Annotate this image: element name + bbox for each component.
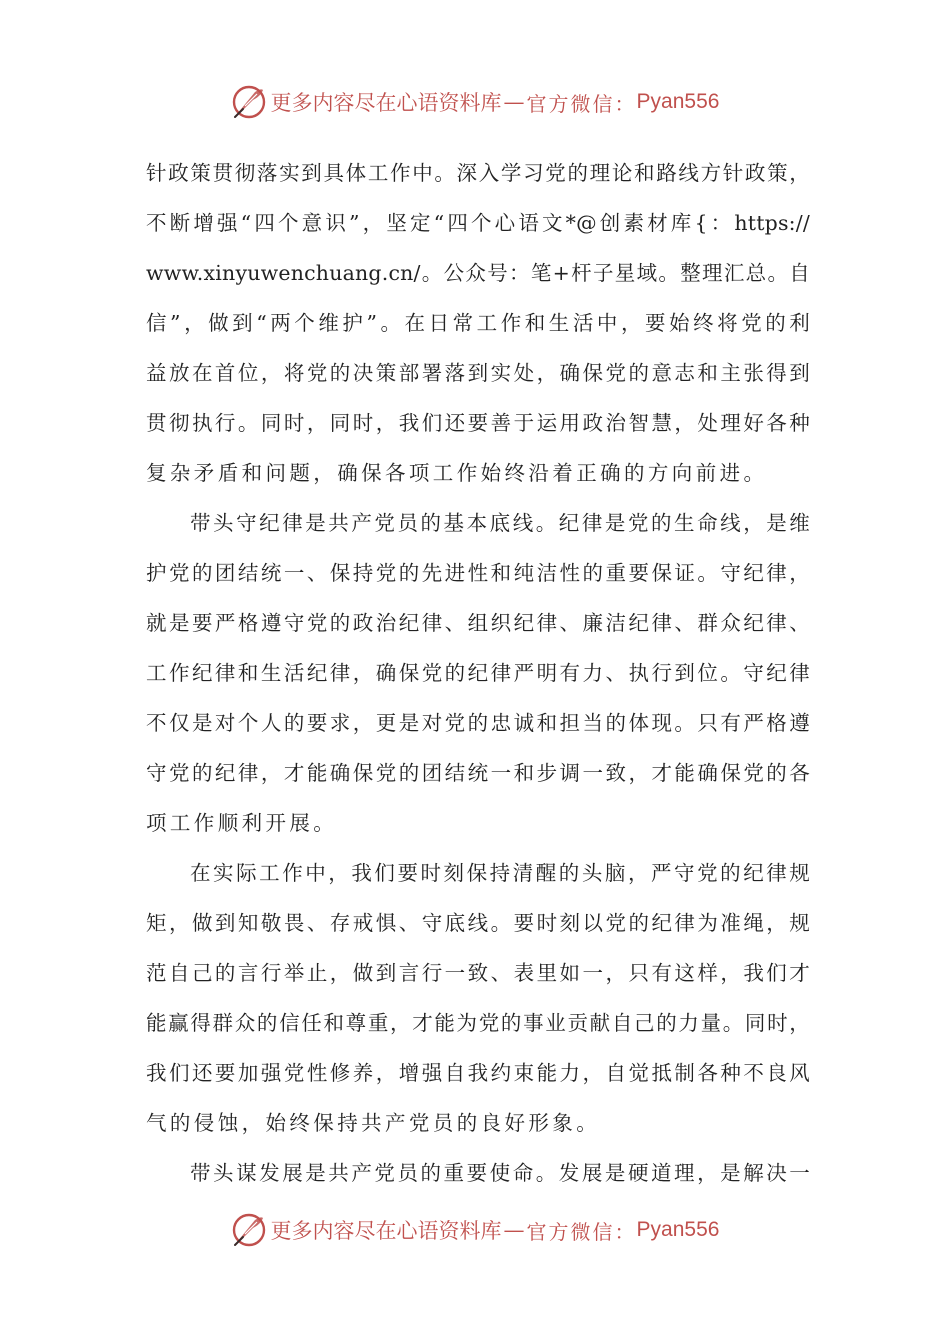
body-line: 不断增强“四个意识”，坚定“四个心语文*@创素材库{：https:// [146,211,810,235]
body-line: 工作纪律和生活纪律，确保党的纪律严明有力、执行到位。守纪律 [146,661,810,685]
body-line: 我们还要加强党性修养，增强自我约束能力，自觉抵制各种不良风 [146,1061,810,1085]
body-line: 益放在首位，将党的决策部署落到实处，确保党的意志和主张得到 [146,361,810,385]
body-line: 不仅是对个人的要求，更是对党的忠诚和担当的体现。只有严格遵 [146,711,810,735]
document-body [146,148,810,1198]
banner-separator: — [503,1218,525,1242]
body-line: 气的侵蚀，始终保持共产党员的良好形象。 [146,1111,601,1135]
body-line: 就是要严格遵守党的政治纪律、组织纪律、廉洁纪律、群众纪律、 [146,611,810,635]
banner-wechat-id: Pyan556 [636,1218,720,1241]
paragraph-start-line: 带头谋发展是共产党员的重要使命。发展是硬道理，是解决一 [190,1161,810,1185]
quill-logo-icon [231,1212,267,1248]
footer-banner [0,1208,950,1252]
banner-wechat-label: 官方微信： [526,91,637,116]
body-line: 护党的团结统一、保持党的先进性和纯洁性的重要保证。守纪律， [146,561,810,585]
quill-logo-icon [231,84,267,120]
banner-wechat-label: 官方微信： [526,1219,637,1244]
paragraph-start-line: 带头守纪律是共产党员的基本底线。纪律是党的生命线，是维 [190,511,810,535]
body-line: www.xinyuwenchuang.cn/。公众号：笔+杆子星域。整理汇总。自 [146,261,810,285]
body-line: 项工作顺利开展。 [146,811,338,835]
body-line: 信”，做到“两个维护”。在日常工作和生活中，要始终将党的利 [146,311,810,335]
header-banner [0,80,950,124]
paragraph-start-line: 在实际工作中，我们要时刻保持清醒的头脑，严守党的纪律规 [190,861,810,885]
body-line: 范自己的言行举止，做到言行一致、表里如一，只有这样，我们才 [146,961,810,985]
body-line: 守党的纪律，才能确保党的团结统一和步调一致，才能确保党的各 [146,761,810,785]
body-line: 针政策贯彻落实到具体工作中。深入学习党的理论和路线方针政策， [146,161,810,185]
banner-brand-text: 更多内容尽在心语资料库 [270,1219,502,1243]
body-line: 能赢得群众的信任和尊重，才能为党的事业贡献自己的力量。同时， [146,1011,810,1035]
body-line: 矩，做到知敬畏、存戒惧、守底线。要时刻以党的纪律为准绳，规 [146,911,810,935]
banner-brand-text: 更多内容尽在心语资料库 [270,91,502,115]
banner-separator: — [503,90,525,114]
banner-wechat-id: Pyan556 [636,90,720,113]
body-line: 贯彻执行。同时，同时，我们还要善于运用政治智慧，处理好各种 [146,411,810,435]
body-line: 复杂矛盾和问题，确保各项工作始终沿着正确的方向前进。 [146,461,768,485]
